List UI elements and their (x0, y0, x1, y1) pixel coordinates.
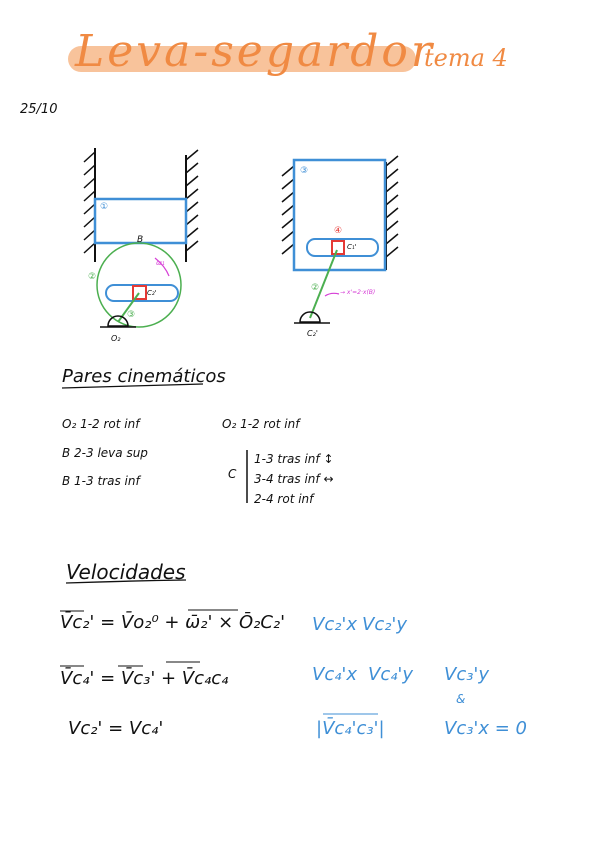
label-body-1: ① (100, 202, 109, 212)
unknown-vc4c3-magnitude: |V̄c₄'c₃'| (316, 718, 385, 739)
unknown-vc2x: Vc₂'x (312, 614, 358, 635)
unknown-vc4x: Vc₄'x (312, 664, 358, 685)
label-body-3-right: ③ (300, 166, 309, 176)
pares-heading: Pares cinemáticos (62, 366, 226, 387)
equation-2: V̄c₄' = V̄c₃' + V̄c₄c₄ (60, 668, 229, 689)
pares-left-row-2: B 2-3 leva sup (62, 446, 148, 460)
pares-c-row-1: 1-3 tras inf ↕ (254, 452, 334, 466)
condition-vc3x-zero: Vc₃'x = 0 (444, 718, 528, 739)
label-body-2-right: ② (311, 283, 320, 293)
label-body-2: ② (88, 272, 97, 282)
velocidades-heading: Velocidades (66, 560, 186, 584)
pares-c-label: C (228, 467, 237, 481)
unknown-vc3y: Vc₃'y (444, 664, 490, 685)
date-label: 25/10 (20, 102, 58, 117)
pares-left-row-1: O₂ 1-2 rot inf (62, 417, 140, 431)
pares-c-row-3: 2-4 rot inf (254, 492, 314, 506)
label-velocity-note: → x'=2·x(B) (340, 289, 376, 296)
equation-3: Vc₂' = Vc₄' (68, 718, 164, 739)
label-point-b: B (137, 235, 144, 245)
equation-1: V̄c₂' = V̄o₂⁰ + ω̄₂' × Ō₂C₂' (60, 612, 286, 633)
label-omega: ω₁ (156, 259, 165, 267)
label-c2: C₂' (147, 289, 157, 297)
pares-right-row-1: O₂ 1-2 rot inf (222, 417, 300, 431)
pares-c-row-2: 3-4 tras inf ↔ (254, 472, 334, 486)
pares-left-row-3: B 1-3 tras inf (62, 474, 140, 488)
label-body-3: ③ (127, 310, 136, 320)
right-diagram (282, 156, 398, 323)
unknown-vc4y: Vc₄'y (368, 664, 414, 685)
label-c1: C₁' (347, 243, 357, 251)
unknown-vc2y: Vc₂'y (362, 614, 408, 635)
page-title: Leva-segardor (75, 26, 435, 77)
page-subtitle: tema 4 (424, 44, 508, 72)
label-c2-right: C₂' (307, 329, 318, 338)
ampersand: & (456, 692, 466, 706)
label-body-4: ④ (334, 226, 343, 236)
label-o2: O₂ (111, 334, 121, 343)
